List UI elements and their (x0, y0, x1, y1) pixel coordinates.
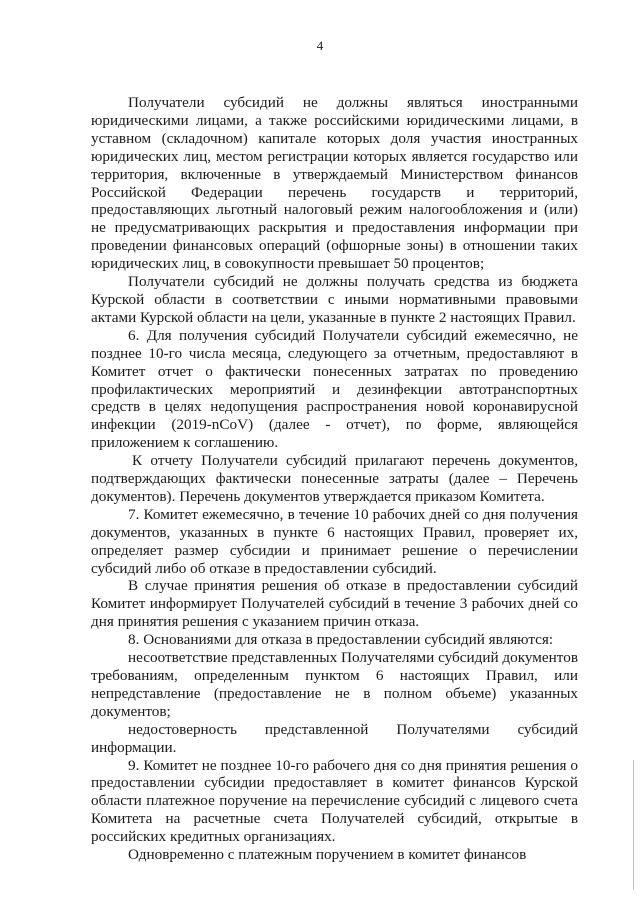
paragraph-refusal-notice: В случае принятия решения об отказе в предоставлении субсидий Комитет информирует Получателей субсидий в течение 3 рабочих дней со дня принятия решения с указанием причин отказа. (91, 577, 578, 631)
paragraph-item-7: 7. Комитет ежемесячно, в течение 10 рабочих дней со дня получения документов, указанных в пункте 6 настоящих Правил, проверяет их, определяет размер субсидии и принимает решение о перечислении субсидий либо об отказе в предоставлении субсидий. (91, 505, 578, 577)
page-number: 4 (316, 38, 324, 53)
paragraph-report-attachments: К отчету Получатели субсидий прилагают перечень документов, подтверждающих фактически понесенные затраты (далее – Перечень документов). Перечень документов утверждается приказом Комитета. (91, 452, 578, 505)
paragraph-item-8: 8. Основаниями для отказа в предоставлении субсидий являются: (128, 631, 554, 649)
scan-edge-mark (633, 760, 634, 890)
document-body (91, 94, 578, 864)
paragraph-item-6: 6. Для получения субсидий Получатели субсидий ежемесячно, не позднее 10-го числа месяца, следующего за отчетным, предоставляют в Комитет отчет о фактически понесенных затратах по проведению профилактических мероприятий и дезинфекции автотранспортных средств в целях недопущения распространения новой коронавирусной инфекции (2019-nCoV) (далее - отчет), по форме, являющейся приложением к соглашению. (91, 326, 578, 452)
paragraph-item-9: 9. Комитет не позднее 10-го рабочего дня со дня принятия решения о предоставлении субсидии предоставляет в комитет финансов Курской области платежное поручение на перечисление субсидий с лицевого счета Комитета на расчетные счета Получателей субсидий, открытые в российских кредитных организациях. (91, 756, 578, 846)
paragraph-foreign-entities: Получатели субсидий не должны являться иностранными юридическими лицами, а также российскими юридическими лицами, в уставном (складочном) капитале которых доля участия иностранных юридических лиц, местом регистрации которых является государство или территория, включенные в утверждаемый Министерством финансов Российской Федерации перечень государств и территорий, предоставляющих льготный налоговый режим налогообложения и (или) не предусматривающих раскрытия и предоставления информации при проведении финансовых операций (офшорные зоны) в отношении таких юридических лиц, в совокупности превышает 50 процентов; (91, 94, 578, 273)
paragraph-refusal-reason-2: недостоверность представленной Получателями субсидий информации. (91, 720, 578, 756)
paragraph-budget-funds: Получатели субсидий не должны получать средства из бюджета Курской области в соответствии с иными нормативными правовыми актами Курской области на цели, указанные в пункте 2 настоящих Правил. (91, 273, 578, 326)
paragraph-continuation: Одновременно с платежным поручением в комитет финансов (128, 846, 527, 864)
paragraph-refusal-reason-1: несоответствие представленных Получателями субсидий документов требованиям, определенным пунктом 6 настоящих Правил, или непредставление (предоставление не в полном объеме) указанных документов; (91, 649, 578, 720)
